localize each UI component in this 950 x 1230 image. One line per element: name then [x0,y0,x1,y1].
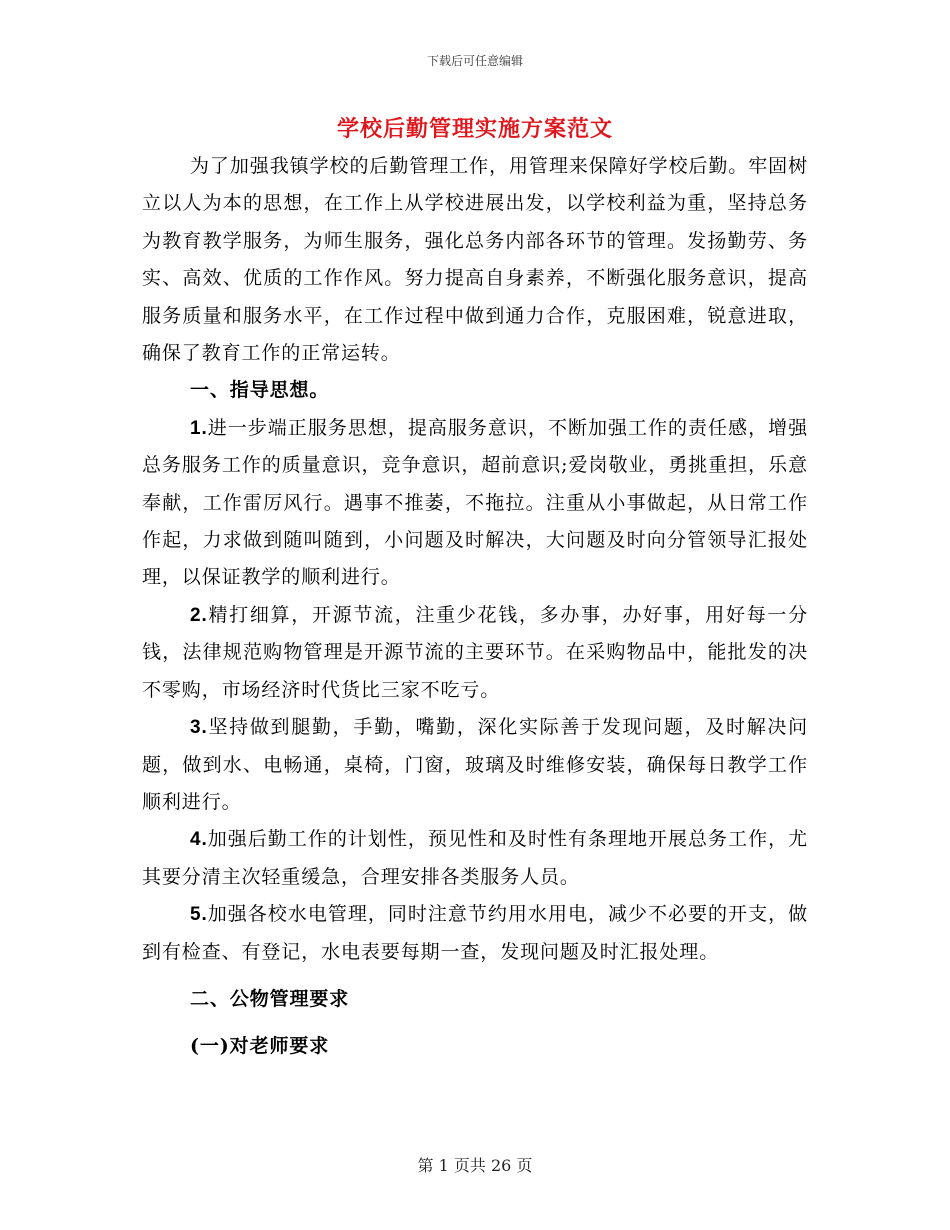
list-item [142,896,808,971]
intro-paragraph: 为了加强我镇学校的后勤管理工作，用管理来保障好学校后勤。牢固树立以人为本的思想，在工作上从学校进展出发，以学校利益为重，坚持总务为教育教学服务，为师生服务，强化总务内部各环节的管理。发扬勤劳、务实、高效、优质的工作作风。努力提高自身素养，不断强化服务意识，提高服务质量和服务水平，在工作过程中做到通力合作，克服困难，锐意进取，确保了教育工作的正常运转。 [142,155,808,365]
subsection-heading-teachers: (一)对老师要求 [190,1035,330,1058]
item-number: 4. [190,829,208,851]
item-number: 1. [190,417,208,439]
item-text: 进一步端正服务思想，提高服务意识，不断加强工作的责任感，增强总务服务工作的质量意识，竞争意识，超前意识;爱岗敬业，勇挑重担，乐意奉献，工作雷厉风行。遇事不推萎，不拖拉。注重从小事做起，从日常工作作起，力求做到随叫随到，小问题及时解决，大问题及时向分管领导汇报处理，以保证教学的顺利进行。 [142,416,808,589]
list-item [142,821,808,896]
item-number: 5. [190,904,208,926]
list-item [142,410,808,597]
page-footer: 第 1 页共 26 页 [417,1156,533,1175]
item-text: 加强后勤工作的计划性，预见性和及时性有条理地开展总务工作，尤其要分清主次轻重缓急，合理安排各类服务人员。 [142,828,808,888]
item-number: 3. [190,717,208,739]
item-text: 精打细算，开源节流，注重少花钱，多办事，办好事，用好每一分钱，法律规范购物管理是开源节流的主要环节。在采购物品中，能批发的决不零购，市场经济时代货比三家不吃亏。 [142,603,808,701]
item-text: 坚持做到腿勤，手勤，嘴勤，深化实际善于发现问题，及时解决问题，做到水、电畅通，桌椅，门窗，玻璃及时维修安装，确保每日教学工作顺利进行。 [142,716,808,813]
document-title: 学校后勤管理实施方案范文 [336,116,613,142]
item-text: 加强各校水电管理，同时注意节约用水用电，减少不必要的开支，做到有检查、有登记，水电表要每期一查，发现问题及时汇报处理。 [142,903,808,963]
list-item [142,709,808,821]
document-body [142,148,808,1066]
page-header-note: 下载后可任意编辑 [426,54,523,68]
section-heading-public-property: 二、公物管理要求 [190,987,350,1010]
item-number: 2. [190,604,208,626]
section-heading-guiding-ideology: 一、指导思想。 [190,379,330,402]
list-item [142,597,808,709]
